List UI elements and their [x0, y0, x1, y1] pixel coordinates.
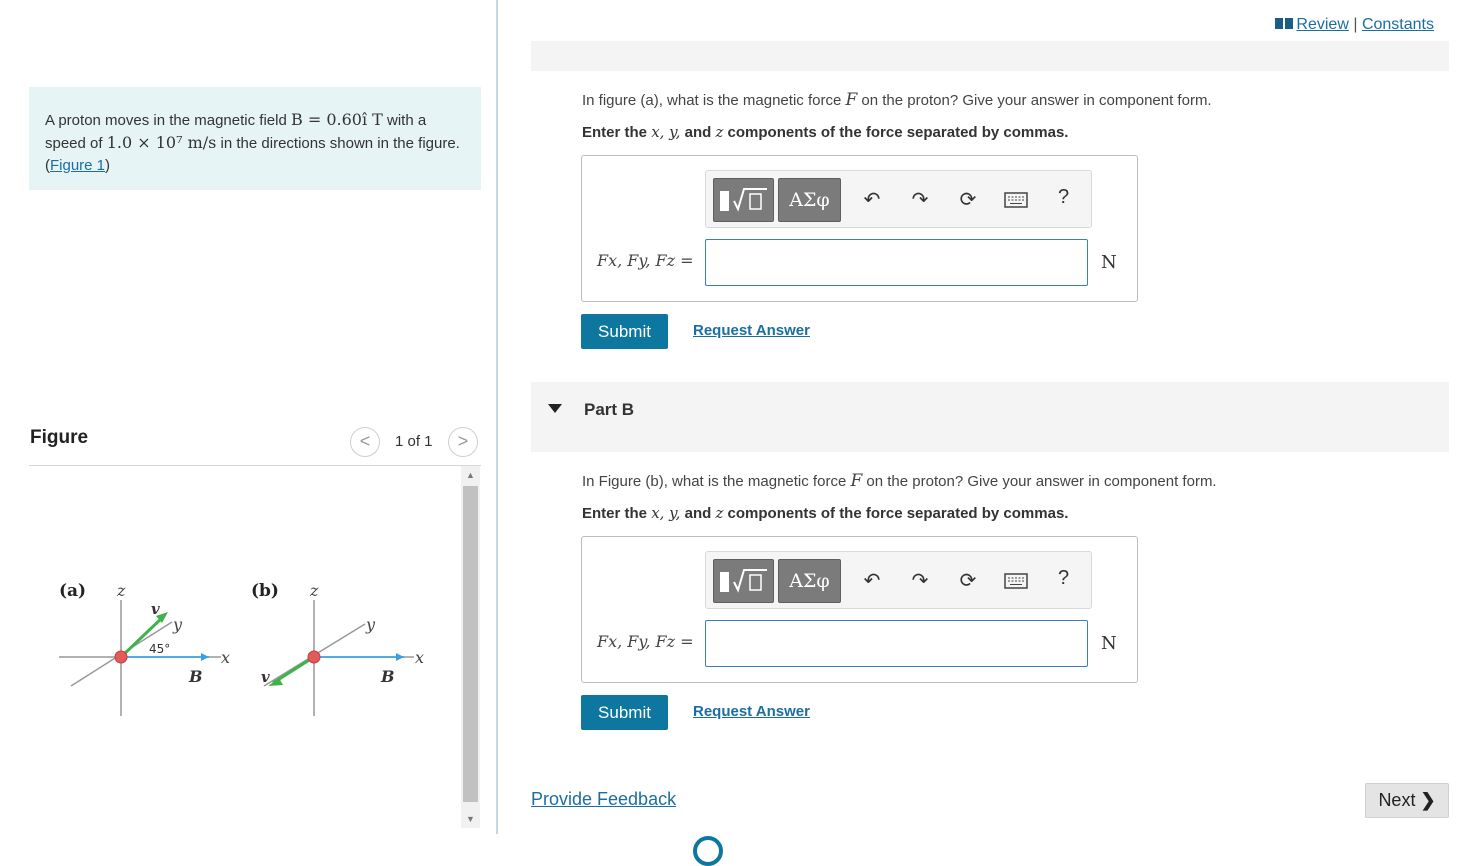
- problem-text-4: ): [105, 157, 111, 174]
- part-a-header-band: [531, 41, 1449, 71]
- part-b-math-toolbar: [705, 551, 1092, 609]
- sqrt-template-glyph: [715, 560, 773, 602]
- greek-symbols-button[interactable]: ΑΣφ: [778, 178, 841, 222]
- redo-icon[interactable]: ↷: [911, 189, 929, 211]
- part-a-question-text-1: In figure (a), what is the magnetic force: [582, 92, 846, 109]
- part-b-instructions: [582, 504, 1068, 522]
- part-a-math-toolbar: [705, 170, 1092, 228]
- figure-diagram: [29, 566, 449, 726]
- part-a-request-answer-link[interactable]: Request Answer: [693, 322, 810, 339]
- b-arrowhead-b: [396, 653, 404, 661]
- part-a-instr-z: z: [715, 123, 724, 141]
- figure-title: Figure: [30, 427, 89, 448]
- review-link[interactable]: Review: [1296, 16, 1349, 33]
- part-b-field-label: Fx, Fy, Fz =: [597, 632, 694, 651]
- b-label-a: B: [189, 667, 203, 686]
- part-b-answer-input[interactable]: [705, 620, 1088, 667]
- part-a-question: [582, 90, 1212, 110]
- figure-next-button[interactable]: >: [448, 427, 478, 457]
- label-a: (a): [59, 581, 87, 601]
- axis-x-label-a: x: [221, 648, 231, 667]
- problem-text-1: A proton moves in the magnetic field: [45, 112, 291, 129]
- chevron-right-icon: ❯: [1420, 790, 1436, 810]
- top-links: [1275, 16, 1434, 34]
- part-a-force-var: F: [845, 90, 858, 110]
- figure-count: 1 of 1: [395, 433, 433, 450]
- axis-z-a: z: [117, 581, 126, 600]
- provide-feedback-link[interactable]: Provide Feedback: [531, 789, 677, 809]
- angle-label-a: 45°: [149, 642, 171, 656]
- reset-icon[interactable]: ⟳: [959, 570, 977, 592]
- part-b-instr-2: and: [680, 505, 716, 522]
- axis-y-label-a: y: [173, 615, 183, 634]
- reset-icon[interactable]: ⟳: [959, 189, 977, 211]
- top-links-separator: |: [1353, 16, 1358, 33]
- proton-b: [308, 651, 320, 663]
- v-label-a: v: [151, 600, 160, 618]
- part-b-header-band[interactable]: [531, 382, 1449, 452]
- greek-symbols-button[interactable]: ΑΣφ: [778, 559, 841, 603]
- figure-prev-button[interactable]: <: [350, 427, 380, 457]
- part-b-unit: N: [1101, 633, 1117, 654]
- problem-text-3: in the directions shown in the figure. (: [45, 135, 460, 174]
- part-b-question-text-2: on the proton? Give your answer in component form.: [862, 473, 1217, 490]
- scroll-thumb[interactable]: [463, 486, 478, 802]
- part-a-instr-3: components of the force separated by commas.: [723, 124, 1069, 141]
- part-b-title[interactable]: Part B: [584, 400, 635, 419]
- axis-x-label-b: x: [415, 648, 425, 667]
- redo-icon[interactable]: ↷: [911, 570, 929, 592]
- constants-link[interactable]: Constants: [1361, 16, 1434, 33]
- next-button[interactable]: [1365, 783, 1449, 818]
- collapse-caret-icon[interactable]: [548, 404, 562, 413]
- loading-circle-icon: [693, 836, 723, 866]
- part-b-force-var: F: [850, 471, 863, 491]
- figure-header: [29, 424, 481, 466]
- part-a-instr-1: Enter the: [582, 124, 652, 141]
- part-b-question-text-1: In Figure (b), what is the magnetic force: [582, 473, 851, 490]
- part-b-request-answer-link[interactable]: Request Answer: [693, 703, 810, 720]
- part-b-answer-box: [581, 536, 1138, 683]
- part-a-answer-input[interactable]: [705, 239, 1088, 286]
- figure-link[interactable]: Figure 1: [50, 157, 106, 174]
- sqrt-template-glyph: [715, 179, 773, 221]
- part-a-question-text-2: on the proton? Give your answer in component form.: [857, 92, 1212, 109]
- undo-icon[interactable]: ↶: [863, 189, 881, 211]
- part-b-instr-3: components of the force separated by commas.: [723, 505, 1069, 522]
- part-b-question: [582, 471, 1217, 491]
- axis-z-b: z: [310, 581, 319, 600]
- part-a-unit: N: [1101, 252, 1117, 273]
- label-b: (b): [251, 581, 279, 601]
- problem-text-2: with a speed of: [45, 112, 427, 152]
- next-button-label: Next: [1378, 790, 1416, 810]
- part-a-submit-button[interactable]: Submit: [581, 314, 668, 349]
- part-b-instr-z: z: [715, 504, 724, 522]
- scroll-down-icon[interactable]: ▼: [466, 814, 475, 824]
- part-a-field-label: Fx, Fy, Fz =: [597, 251, 694, 270]
- keyboard-icon[interactable]: [1004, 573, 1028, 589]
- v-label-b: v: [261, 668, 270, 686]
- sqrt-template-icon[interactable]: [713, 559, 774, 603]
- part-b-instr-vars: x, y,: [651, 504, 681, 522]
- help-button[interactable]: ?: [1058, 186, 1070, 208]
- axis-y-label-b: y: [366, 615, 376, 634]
- part-a-instructions: [582, 123, 1068, 141]
- problem-math-field: B = 0.60î T: [290, 110, 383, 129]
- part-b-instr-1: Enter the: [582, 505, 652, 522]
- part-a-instr-vars: x, y,: [651, 123, 681, 141]
- scroll-up-icon[interactable]: ▲: [466, 470, 475, 480]
- keyboard-icon[interactable]: [1004, 192, 1028, 208]
- part-b-submit-button[interactable]: Submit: [581, 695, 668, 730]
- b-label-b: B: [381, 667, 395, 686]
- book-icon: [1275, 18, 1293, 29]
- figure-scrollbar[interactable]: [461, 466, 480, 828]
- sqrt-template-icon[interactable]: [713, 178, 774, 222]
- help-button[interactable]: ?: [1058, 567, 1070, 589]
- part-a-answer-box: [581, 155, 1138, 302]
- problem-math-speed: 1.0 × 10⁷ m/s: [106, 133, 217, 152]
- undo-icon[interactable]: ↶: [863, 570, 881, 592]
- column-divider: [496, 0, 498, 834]
- proton-a: [115, 651, 127, 663]
- part-a-instr-2: and: [680, 124, 716, 141]
- problem-statement: [29, 87, 481, 190]
- b-arrowhead-a: [201, 653, 209, 661]
